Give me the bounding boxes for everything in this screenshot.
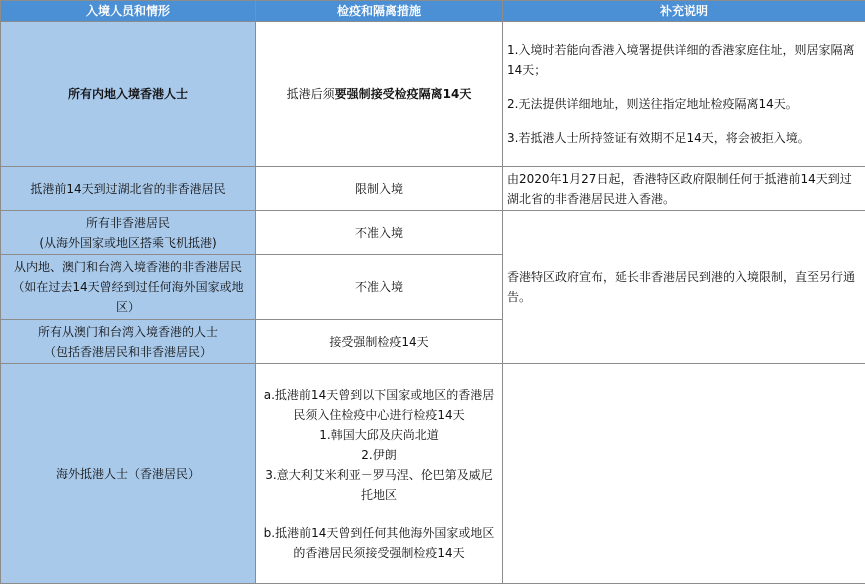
row-mainland-macau-taiwan-nonresidents-person: 从内地、澳门和台湾入境香港的非香港居民（如在过去14天曾经到过任何海外国家或地区） (1, 255, 256, 320)
person-line: 所有非香港居民 (85, 215, 170, 230)
row-hubei-person: 抵港前14天到过湖北省的非香港居民 (1, 167, 256, 211)
measure-line: 2.伊朗 (361, 447, 397, 462)
row-mainland-entrants-notes (503, 22, 865, 167)
person-line: （包括香港居民和非香港居民） (43, 344, 212, 359)
row-overseas-residents-measure (256, 364, 503, 584)
measure-line: 3.意大利艾米利亚－罗马涅、伦巴第及威尼托地区 (265, 467, 493, 502)
row-overseas-nonresidents-measure: 不准入境 (256, 211, 503, 255)
measure-line: b.抵港前14天曾到任何其他海外国家或地区的香港居民须接受强制检疫14天 (263, 525, 495, 560)
row-macau-taiwan-entrants-measure: 接受强制检疫14天 (256, 320, 503, 364)
row-mainland-entrants-measure (256, 22, 503, 167)
header-quarantine-measures: 检疫和隔离措施 (256, 1, 503, 22)
row-overseas-residents-note (503, 364, 865, 584)
table-row (1, 211, 865, 255)
table-row (1, 364, 865, 584)
table-row (1, 22, 865, 167)
measure-line: 1.韩国大邱及庆尚北道 (319, 427, 439, 442)
row-hubei-note: 由2020年1月27日起，香港特区政府限制任何于抵港前14天到过湖北省的非香港居民进入香港。 (503, 167, 865, 211)
measure-emphasis: 要强制接受检疫隔离14天 (334, 87, 472, 101)
note-item: 1.入境时若能向香港入境署提供详细的香港家庭住址，则居家隔离14天； (507, 43, 855, 77)
person-line: 所有从澳门和台湾入境香港的人士 (37, 324, 218, 339)
person-line: (从海外国家或地区搭乘飞机抵港) (39, 235, 217, 250)
measure-line: a.抵港前14天曾到以下国家或地区的香港居民须入住检疫中心进行检疫14天 (263, 387, 495, 422)
table-row (1, 167, 865, 211)
note-item: 2.无法提供详细地址，则送往指定地址检疫隔离14天。 (507, 97, 798, 111)
row-hubei-measure: 限制入境 (256, 167, 503, 211)
header-entry-persons: 入境人员和情形 (1, 1, 256, 22)
header-supplementary-notes: 补充说明 (503, 1, 865, 22)
measure-prefix: 抵港后须 (286, 87, 335, 101)
merged-entry-restriction-note: 香港特区政府宣布，延长非香港居民到港的入境限制，直至另行通告。 (503, 211, 865, 364)
note-item: 3.若抵港人士所持签证有效期不足14天，将会被拒入境。 (507, 131, 810, 145)
table-header-row (1, 1, 865, 22)
row-overseas-nonresidents-person (1, 211, 256, 255)
row-macau-taiwan-entrants-person (1, 320, 256, 364)
row-overseas-residents-person: 海外抵港人士（香港居民） (1, 364, 256, 584)
row-mainland-macau-taiwan-nonresidents-measure: 不准入境 (256, 255, 503, 320)
row-mainland-entrants-person: 所有内地入境香港人士 (1, 22, 256, 167)
